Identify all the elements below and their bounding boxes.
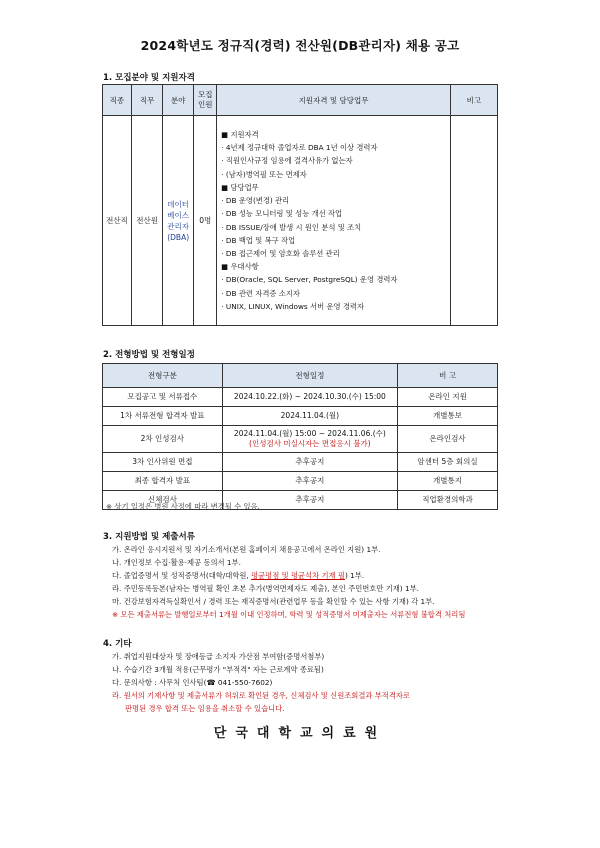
work-item: · DB 접근제어 및 암호화 솔루션 관리 xyxy=(221,248,340,258)
table-row xyxy=(103,453,498,472)
pref-item: · DB(Oracle, SQL Server, PostgreSQL) 운영 경력자 xyxy=(221,275,398,285)
schedule-cell: 추후공지 xyxy=(222,491,397,510)
quals-heading: ■ 지원자격 xyxy=(221,130,259,140)
note-cell: 온라인 지원 xyxy=(398,388,498,407)
section-2-heading: 2. 전형방법 및 전형일정 xyxy=(103,350,195,360)
list-item: 라. 주민등록등본(남자는 병역필 확인 초본 추가(병역면제자도 제출), 본인 주민번호만 기재) 1부. xyxy=(112,584,419,593)
list-item-text: 다. 졸업증명서 및 성적증명서(대학/대학원, xyxy=(112,571,252,580)
section-4-heading: 4. 기타 xyxy=(103,639,132,649)
cell-field: 데이터 베이스 관리자 (DBA) xyxy=(163,116,194,326)
work-item: · DB ISSUE/장애 발생 시 원인 분석 및 조치 xyxy=(221,222,362,232)
table-row xyxy=(103,388,498,407)
header-schedule: 전형일정 xyxy=(222,364,397,388)
section-3-heading: 3. 지원방법 및 제출서류 xyxy=(103,532,195,542)
list-item-tail: ) 1부. xyxy=(344,571,365,580)
documents-warning: ※ 모든 제출서류는 발행일로부터 1개월 이내 인정하며, 학력 및 성적증명서 미제출자는 서류전형 불합격 처리됨 xyxy=(112,610,466,619)
section-1-heading: 1. 모집분야 및 지원자격 xyxy=(103,73,195,83)
schedule-cell: 2024.11.04.(월) xyxy=(222,407,397,426)
list-item: 가. 취업지원대상자 및 장애등급 소지자 가산점 부여함(증명서첨부) xyxy=(112,652,325,661)
header-count: 모집 인원 xyxy=(194,85,217,116)
list-item: 다. 문의사항 : 사무처 인사팀(☎ 041-550-7602) xyxy=(112,678,273,687)
stage-cell: 최종 합격자 발표 xyxy=(103,472,223,491)
schedule-date: 2024.11.04.(월) 15:00 ~ 2024.11.06.(수) xyxy=(233,429,386,438)
etc-list xyxy=(112,650,410,715)
pref-item: · UNIX, LINUX, Windows 서버 운영 경력자 xyxy=(221,301,365,311)
cancellation-warning-cont: 판명된 경우 합격 또는 임용을 취소할 수 있습니다. xyxy=(125,704,285,713)
header-note: 비 고 xyxy=(398,364,498,388)
work-heading: ■ 담당업무 xyxy=(221,182,259,192)
cell-count: 0명 xyxy=(194,116,217,326)
list-item: 마. 건강보험자격득실확인서 / 경력 또는 재직증명서(관련업무 등을 확인할 수 있는 사항 기재) 각 1부. xyxy=(112,597,435,606)
schedule-footnote: ※ 상기 일정은 병원 사정에 따라 변경될 수 있음. xyxy=(106,502,260,511)
note-cell: 암센터 5층 회의실 xyxy=(398,453,498,472)
page-title: 2024학년도 정규직(경력) 전산원(DB관리자) 채용 공고 xyxy=(140,38,460,53)
stage-cell: 모집공고 및 서류접수 xyxy=(103,388,223,407)
underlined-note: 평균평점 및 평균석차 기재 필 xyxy=(251,571,345,580)
table-row xyxy=(103,472,498,491)
cell-type: 전산직 xyxy=(103,116,132,326)
table-row xyxy=(103,407,498,426)
note-cell: 개별통보 xyxy=(398,407,498,426)
header-quals: 지원자격 및 담당업무 xyxy=(217,85,451,116)
stage-cell: 신체검사 xyxy=(103,491,223,510)
stage-cell: 3차 인사위원 면접 xyxy=(103,453,223,472)
header-type: 직종 xyxy=(103,85,132,116)
documents-list xyxy=(112,543,465,621)
work-item: · DB 성능 모니터링 및 성능 개선 작업 xyxy=(221,209,343,219)
header-remark: 비고 xyxy=(450,85,497,116)
header-field: 분야 xyxy=(163,85,194,116)
list-item xyxy=(112,569,465,582)
note-cell: 개별통지 xyxy=(398,472,498,491)
stage-cell: 2차 인성검사 xyxy=(103,426,223,453)
pref-item: · DB 관련 자격증 소지자 xyxy=(221,288,300,298)
recruitment-table xyxy=(102,84,498,326)
stage-cell: 1차 서류전형 합격자 발표 xyxy=(103,407,223,426)
list-item: 가. 온라인 응시지원서 및 자기소개서(본원 홈페이지 채용공고에서 온라인 지원) 1부. xyxy=(112,545,381,554)
schedule-cell xyxy=(222,426,397,453)
schedule-cell: 2024.10.22.(화) ~ 2024.10.30.(수) 15:00 xyxy=(222,388,397,407)
header-duty: 직무 xyxy=(132,85,163,116)
cancellation-warning: 라. 원서의 기재사항 및 제출서류가 허위로 확인된 경우, 신체검사 및 신원조회결과 부적격자로 xyxy=(112,691,411,700)
note-cell: 직업환경의학과 xyxy=(398,491,498,510)
schedule-table xyxy=(102,363,498,510)
cell-duty: 전산원 xyxy=(132,116,163,326)
list-item: 나. 개인정보 수집·활용·제공 동의서 1부. xyxy=(112,558,241,567)
cell-quals xyxy=(217,116,451,326)
cell-remark xyxy=(450,116,497,326)
qual-item: · 직원인사규정 임용에 결격사유가 없는자 xyxy=(221,156,353,166)
schedule-cell: 추후공지 xyxy=(222,472,397,491)
pref-heading: ■ 우대사항 xyxy=(221,262,259,272)
header-stage: 전형구분 xyxy=(103,364,223,388)
schedule-warning: (인성검사 미실시자는 면접응시 불가) xyxy=(249,439,371,448)
qual-item: · 4년제 정규대학 졸업자로 DBA 1년 이상 경력자 xyxy=(221,143,378,153)
institution-name: 단국대학교의료원 xyxy=(213,726,387,741)
schedule-cell: 추후공지 xyxy=(222,453,397,472)
note-cell: 온라인검사 xyxy=(398,426,498,453)
table-row xyxy=(103,426,498,453)
list-item: 나. 수습기간 3개월 적용(근무평가 "부적격" 자는 근로계약 종료됨) xyxy=(112,665,324,674)
work-item: · DB 백업 및 복구 작업 xyxy=(221,235,296,245)
qual-item: · (남자)병역필 또는 면제자 xyxy=(221,169,307,179)
work-item: · DB 운영(변경) 관리 xyxy=(221,196,290,206)
